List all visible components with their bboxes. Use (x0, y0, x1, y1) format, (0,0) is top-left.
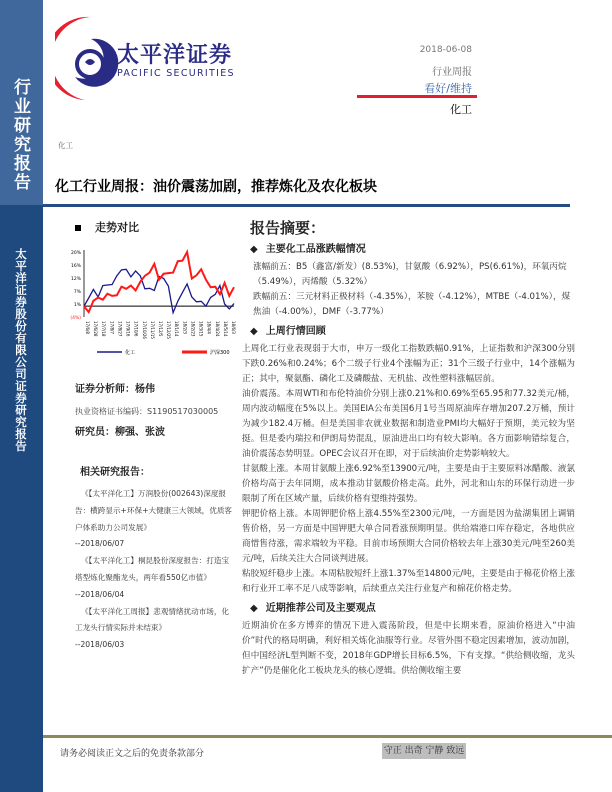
related-reports (75, 486, 233, 654)
logo-name-cn: 太平洋证券 (117, 43, 233, 68)
x-tick-label: 17/10/26 (141, 321, 147, 339)
x-tick-label: 17/12/5 (158, 321, 163, 337)
related-report-link[interactable]: 《【太平洋化工周报】悲观情绪扰动市场，化工龙头行情实际并未结束》 (75, 606, 230, 633)
y-tick-label: 20% (70, 251, 81, 256)
section-heading-text: 近期推荐公司及主要观点 (265, 603, 376, 614)
x-tick-label: 17/8/7 (109, 321, 115, 334)
breadcrumb: 化工 (58, 141, 73, 150)
diamond-bullet-icon: ◆ (250, 244, 258, 255)
x-tick-label: 18/4/24 (214, 321, 220, 337)
x-tick-label: 17/6/28 (93, 321, 99, 337)
related-report-date: --2018/06/07 (75, 539, 125, 549)
report-date: 2018-06-08 (419, 45, 472, 55)
sidebar-category: 行业研究报告 (10, 78, 30, 192)
x-tick-label: 18/4/4 (206, 321, 212, 334)
trend-heading-text: 走势对比 (95, 221, 139, 234)
x-tick-label: 18/3/15 (198, 321, 204, 337)
legend-label-hs300: 沪深300 (210, 350, 230, 356)
title-divider (43, 204, 570, 207)
report-type: 行业周报 (432, 67, 472, 78)
rating: 看好/维持 (424, 82, 472, 95)
paragraph: 上周化工行业表现弱于大市，申万一级化工指数跌幅0.91%，上证指数和沪深300分别下跌0.26%和0.24%；6个二级子行业4个涨幅为正；31个三级子行业中，14个涨幅为正；其中，聚氨酯、磷化工及磷酸盐、无机盐、改性塑料涨幅居前。 (242, 344, 575, 384)
top-losers: 跌幅前五：三元材料正极材料（-4.35%），苯胺（-4.12%），MTBE（-4.01%），煤焦油（-4.00%），DMF（-3.77%） (253, 292, 571, 317)
diamond-bullet-icon: ◆ (250, 326, 258, 337)
sidebar-company: 太平洋证券股份有限公司证券研究报告 (14, 248, 28, 452)
x-tick-label: 18/5/14 (222, 321, 228, 337)
researchers: 研究员：柳强、张波 (75, 427, 165, 438)
x-tick-label: 18/2/3 (182, 321, 188, 334)
price-movers (253, 260, 575, 320)
top-gainers: 涨幅前五：B5（鑫富/新发）(8.53%)，甘氨酸（6.92%），PS(6.61%)，环氧丙烷（5.49%），丙烯酸（5.32%） (253, 262, 567, 287)
paragraph: 钾肥价格上涨。本周钾肥价格上涨4.55%至2300元/吨，一方面是因为盐湖集团上调销售价格，另一方面是中国钾肥大单合同看涨预期明显。供给端港口库存稳定，各地供应商惜售待涨，需求端较为平稳。目前市场预期大合同价格较去年上涨30美元/吨至260美元/吨，后续关注大合同谈判进展。 (242, 509, 575, 564)
diamond-bullet-icon: ◆ (250, 603, 258, 614)
x-tick-label: 18/2/23 (190, 321, 196, 337)
trend-chart (62, 244, 240, 359)
section-heading (250, 243, 575, 257)
license-number: 执业资格证书编码：S1190517030005 (75, 407, 219, 416)
x-tick-label: 17/11/15 (149, 321, 155, 339)
related-report-link[interactable]: 《【太平洋化工】桐昆股份深度报告：打造宝塔型炼化聚酯龙头，两年看550亿市值》 (75, 556, 230, 582)
section-heading-text: 上周行情回顾 (265, 326, 326, 337)
related-report-date: --2018/06/04 (75, 589, 125, 599)
logo-name-en: PACIFIC SECURITIES (117, 68, 235, 79)
footer-divider (43, 735, 612, 738)
y-tick-label: 7% (73, 290, 81, 295)
section-heading (250, 325, 575, 339)
paragraph: 近期油价在多方博弈的情况下进入震荡阶段，但是中长期来看，原油价格进入“中油价”时代的格局明确，利好相关炼化油服等行业。尽管外围不稳定因素增加，波动加剧，但中国经济L型判断不变，2018年GDP增长目标6.5%，下有支撑。“供给侧收缩，龙头扩产”仍是催化化工板块龙头的核心逻辑。供给侧收缩主要 (242, 621, 575, 676)
left-column (68, 220, 234, 654)
weekly-review (242, 342, 575, 597)
paragraph: 粘胶短纤稳步上涨。本周粘胶短纤上涨1.37%至14800元/吨，主要是由于棉花价格上涨和行业开工率不足八成等影响，后续重点关注行业复产和棉花价格走势。 (242, 569, 575, 594)
summary-column (242, 218, 575, 679)
x-tick-label: 17/8/27 (117, 321, 123, 337)
y-tick-label: 16% (70, 264, 81, 269)
related-heading: 相关研究报告： (80, 467, 150, 478)
y-tick-label: 1% (73, 303, 81, 308)
y-tick-label: (4%) (70, 316, 81, 321)
disclaimer: 请务必阅读正文之后的免责条款部分 (60, 749, 205, 759)
section-heading (250, 602, 575, 616)
x-tick-label: 17/12/25 (166, 321, 172, 339)
x-tick-label: 17/9/16 (125, 321, 131, 337)
summary-heading: 报告摘要： (250, 219, 326, 237)
sector: 化工 (450, 103, 472, 116)
square-bullet-icon (75, 225, 81, 231)
series-line-hs300 (84, 252, 234, 312)
related-report-link[interactable]: 《【太平洋化工】万润股份(002643)深度报告：横跨显示+环保+大健康三大领域，优质客户体系助力公司发展》 (75, 489, 233, 532)
x-tick-label: 18/1/14 (174, 321, 180, 337)
paragraph: 油价震荡。本周WTI和布伦特油价分别上涨0.21%和0.69%至65.95和77.32美元/桶，周内波动幅度在5%以上。美国EIA公布美国6月1号当周原油库存增加207.2万桶，预计为减少182.4万桶。但是美国非农就业数据和制造业PMI均大幅好于预期，美元较为坚挺。但是委内瑞拉和伊朗局势混乱，原油进出口均有较大影响。各方面影响错综复合，油价震荡态势明显。OPEC会议召开在即，对于后续油价走势影响较大。 (242, 389, 575, 459)
y-tick-label: 12% (70, 277, 81, 282)
outlook (242, 619, 575, 679)
page-title: 化工行业周报：油价震荡加剧，推荐炼化及农化板块 (55, 179, 377, 195)
header-divider (357, 95, 477, 98)
section-heading-text: 主要化工品涨跌幅情况 (265, 244, 366, 255)
x-tick-label: 17/7/18 (101, 321, 107, 337)
related-report-date: --2018/06/03 (75, 640, 125, 650)
x-tick-label: 17/6/8 (85, 321, 90, 334)
legend-label-chem: 化工 (125, 350, 136, 356)
trend-heading (75, 220, 234, 236)
motto: 守正 出奇 宁静 致远 (382, 743, 466, 759)
paragraph: 甘氨酸上涨。本周甘氨酸上涨6.92%至13900元/吨，主要是由于主要原料冰醋酸、液氯价格均高于去年同期，成本推动甘氨酸价格走高。此外，河北和山东的环保行动进一步限制了所在区域产量，后续价格有望维持强势。 (242, 464, 575, 504)
analyst: 证券分析师：杨伟 (75, 384, 155, 395)
x-tick-label: 18/6/3 (231, 321, 236, 334)
x-tick-label: 17/10/6 (133, 321, 139, 337)
